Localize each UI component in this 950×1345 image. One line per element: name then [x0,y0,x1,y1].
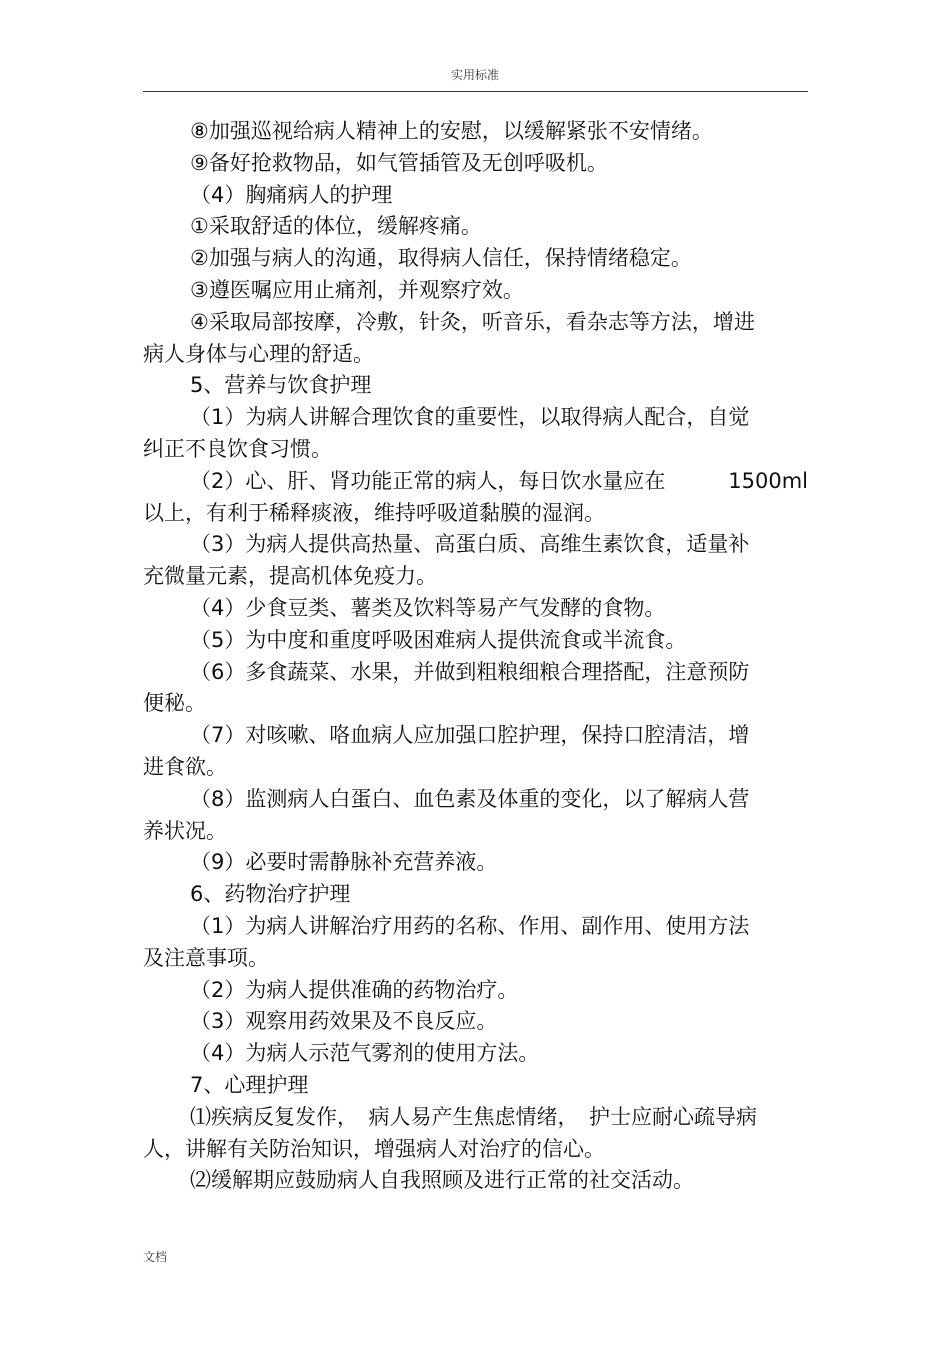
paragraph: （8）监测病人白蛋白、血色素及体重的变化，以了解病人营养状况。 [143,786,750,843]
paragraph: （3）观察用药效果及不良反应。 [190,1009,498,1034]
paragraph: ①采取舒适的体位，缓解疼痛。 [190,214,482,239]
paragraph: ④采取局部按摩，冷敷，针灸，听音乐，看杂志等方法，增进病人身体与心理的舒适。 [143,309,755,366]
header-rule [143,91,808,92]
paragraph: ②加强与病人的沟通，取得病人信任，保持情绪稳定。 [190,246,692,271]
section-heading: 5、营养与饮食护理 [190,373,372,398]
paragraph: （3）为病人提供高热量、高蛋白质、高维生素饮食，适量补充微量元素，提高机体免疫力。 [143,532,750,589]
paragraph: （2）为病人提供准确的药物治疗。 [190,977,519,1002]
paragraph: ⑧加强巡视给病人精神上的安慰，以缓解紧张不安情绪。 [190,119,713,143]
paragraph-text: （2）心、肝、肾功能正常的病人，每日饮水量应在 [190,468,666,493]
paragraph-continuation: 以上，有利于稀释痰液，维持呼吸道黏膜的湿润。 [143,500,605,525]
paragraph: ③遵医嘱应用止痛剂，并观察疗效。 [190,277,524,302]
document-body [143,116,808,1197]
paragraph: （5）为中度和重度呼吸困难病人提供流食或半流食。 [190,627,687,652]
paragraph: （4）少食豆类、薯类及饮料等易产气发酵的食物。 [190,595,666,620]
paragraph: （4）为病人示范气雾剂的使用方法。 [190,1041,540,1066]
paragraph [143,466,808,498]
section-heading: 7、心理护理 [190,1072,309,1097]
paragraph: ⑴疾病反复发作， 病人易产生焦虑情绪， 护士应耐心疏导病人，讲解有关防治知识，增强病人对治疗的信心。 [143,1104,757,1161]
paragraph: ⑨备好抢救物品，如气管插管及无创呼吸机。 [190,150,608,175]
page-header: 实用标准 [450,68,499,82]
section-heading: 6、药物治疗护理 [190,882,351,907]
paragraph: ⑵缓解期应鼓励病人自我照顾及进行正常的社交活动。 [190,1168,694,1193]
paragraph-value: 1500ml [728,468,808,493]
paragraph: （9）必要时需静脉补充营养液。 [190,850,498,875]
paragraph: （4）胸痛病人的护理 [190,182,393,207]
paragraph: （1）为病人讲解治疗用药的名称、作用、副作用、使用方法及注意事项。 [143,913,750,970]
paragraph: （1）为病人讲解合理饮食的重要性，以取得病人配合，自觉纠正不良饮食习惯。 [143,405,750,461]
paragraph: （7）对咳嗽、咯血病人应加强口腔护理，保持口腔清洁，增进食欲。 [143,723,750,779]
paragraph: （6）多食蔬菜、水果，并做到粗粮细粮合理搭配，注意预防便秘。 [143,659,750,716]
page-footer: 文档 [143,1250,168,1264]
